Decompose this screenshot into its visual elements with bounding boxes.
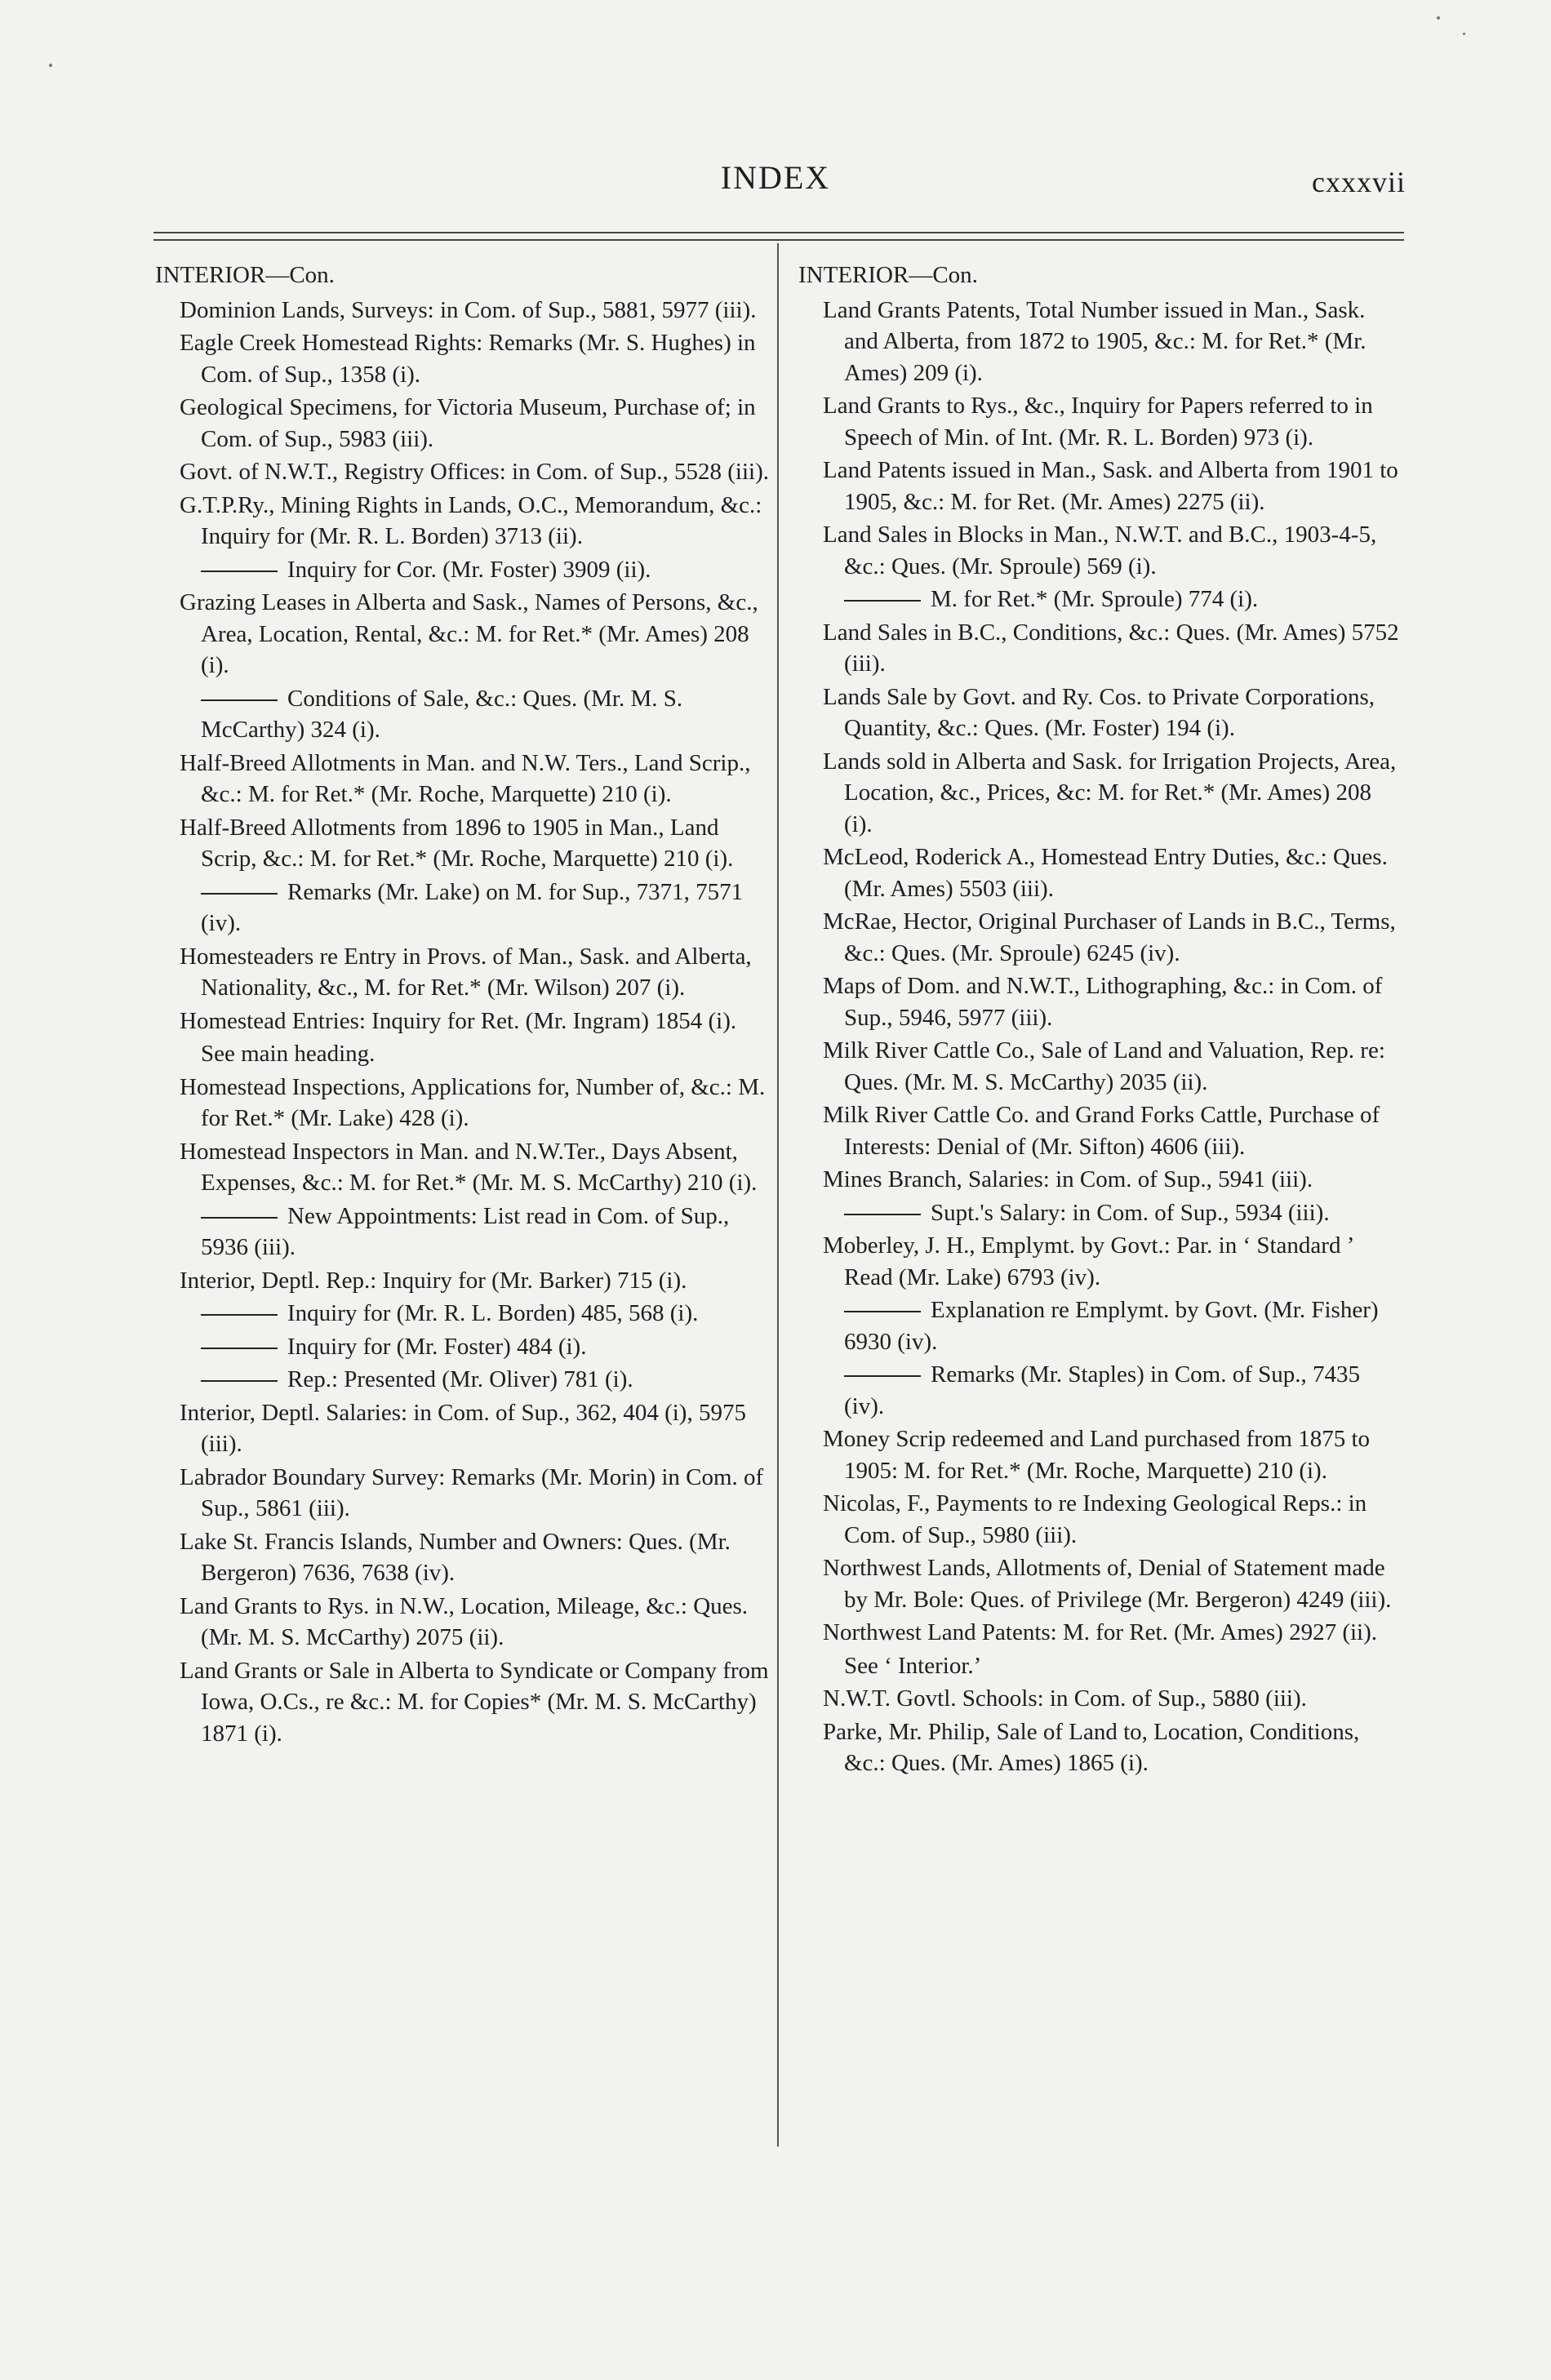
entry-text: Rep.: Presented (Mr. Oliver) 781 (i). (287, 1366, 633, 1392)
index-entry (798, 906, 1402, 969)
entry-text: Supt.'s Salary: in Com. of Sup., 5934 (iii). (931, 1199, 1330, 1226)
ditto-dash (844, 1375, 921, 1377)
index-subentry (798, 1197, 1402, 1229)
entry-text: Northwest Lands, Allotments of, Denial of Statement made by Mr. Bole: Ques. of Privilege (Mr. Bergeron) 4249 (iii). (823, 1555, 1392, 1613)
index-entry (798, 1552, 1402, 1615)
entry-text: Homestead Inspectors in Man. and N.W.Ter., Days Absent, Expenses, &c.: M. for Ret.* (Mr. M. S. McCarthy) 210 (i). (180, 1138, 758, 1196)
page-header (0, 153, 1551, 202)
entry-text: Land Grants to Rys. in N.W., Location, Mileage, &c.: Ques. (Mr. M. S. McCarthy) 2075 (ii). (180, 1592, 749, 1650)
entry-text: Land Sales in Blocks in Man., N.W.T. and B.C., 1903-4-5, &c.: Ques. (Mr. Sproule) 569 (i). (823, 522, 1377, 579)
index-entry (798, 617, 1402, 680)
entry-text: McRae, Hector, Original Purchaser of Lands in B.C., Terms, &c.: Ques. (Mr. Sproule) 6245 (iv). (823, 908, 1396, 966)
column-divider (777, 243, 779, 2147)
right-entries-list (798, 295, 1402, 1779)
entry-text: Interior, Deptl. Salaries: in Com. of Sup., 362, 404 (i), 5975 (iii). (180, 1399, 746, 1457)
entry-text: See ‘ Interior.’ (844, 1652, 982, 1679)
entry-text: Remarks (Mr. Staples) in Com. of Sup., 7435 (iv). (844, 1361, 1361, 1419)
index-subentry (798, 1359, 1402, 1422)
entry-text: Milk River Cattle Co., Sale of Land and Valuation, Rep. re: Ques. (Mr. M. S. McCarthy) 2035 (ii). (823, 1037, 1385, 1095)
ditto-dash (844, 1311, 921, 1312)
entry-text: Lake St. Francis Islands, Number and Owners: Ques. (Mr. Bergeron) 7636, 7638 (iv). (180, 1528, 731, 1586)
index-entry (798, 1099, 1402, 1162)
entry-text: Land Grants to Rys., &c., Inquiry for Papers referred to in Speech of Min. of Int. (Mr. R. L. Borden) 973 (i). (823, 393, 1373, 451)
index-entry (798, 1650, 1402, 1682)
entry-text: Remarks (Mr. Lake) on M. for Sup., 7371, 7571 (iv). (201, 878, 744, 936)
entry-text: Land Sales in B.C., Conditions, &c.: Ques. (Mr. Ames) 5752 (iii). (823, 619, 1399, 677)
entry-text: M. for Ret.* (Mr. Sproule) 774 (i). (931, 586, 1259, 612)
entry-text: Maps of Dom. and N.W.T., Lithographing, &c.: in Com. of Sup., 5946, 5977 (iii). (823, 973, 1383, 1031)
paper-speck (49, 64, 52, 67)
index-entry (155, 456, 772, 488)
index-entry (798, 970, 1402, 1033)
entry-text: Nicolas, F., Payments to re Indexing Geological Reps.: in Com. of Sup., 5980 (iii). (823, 1490, 1367, 1548)
index-subentry (798, 584, 1402, 615)
entry-text: Explanation re Emplymt. by Govt. (Mr. Fisher) 6930 (iv). (844, 1297, 1379, 1355)
page-title: INDEX (720, 159, 831, 196)
index-entry (798, 1035, 1402, 1098)
entry-text: Homestead Inspections, Applications for, Number of, &c.: M. for Ret.* (Mr. Lake) 428 (i). (180, 1073, 766, 1131)
index-entry (798, 841, 1402, 904)
entry-text: New Appointments: List read in Com. of Sup., 5936 (iii). (201, 1202, 730, 1260)
entry-text: Inquiry for (Mr. R. L. Borden) 485, 568 (i). (287, 1300, 699, 1326)
index-entry (155, 1526, 772, 1589)
index-subentry (155, 877, 772, 939)
entry-text: Homestead Entries: Inquiry for Ret. (Mr. Ingram) 1854 (i). (180, 1007, 737, 1034)
index-entry (798, 390, 1402, 453)
ditto-dash (201, 1348, 278, 1349)
left-column-heading: INTERIOR—Con. (155, 262, 335, 288)
index-subentry (798, 1294, 1402, 1357)
entry-text: Conditions of Sale, &c.: Ques. (Mr. M. S. McCarthy) 324 (i). (201, 685, 683, 743)
index-subentry (155, 554, 772, 586)
index-entry (155, 941, 772, 1004)
ditto-dash (201, 699, 278, 701)
left-entries-list (155, 295, 772, 1750)
entry-text: Milk River Cattle Co. and Grand Forks Cattle, Purchase of Interests: Denial of (Mr. Sifton) 4606 (iii). (823, 1102, 1380, 1160)
index-entry (155, 1655, 772, 1750)
index-entry (155, 327, 772, 390)
index-entry (798, 1423, 1402, 1486)
index-entry (798, 455, 1402, 517)
entry-text: Lands Sale by Govt. and Ry. Cos. to Private Corporations, Quantity, &c.: Ques. (Mr. Foster) 194 (i). (823, 683, 1375, 741)
entry-text: Eagle Creek Homestead Rights: Remarks (Mr. S. Hughes) in Com. of Sup., 1358 (i). (180, 330, 756, 388)
entry-text: Parke, Mr. Philip, Sale of Land to, Location, Conditions, &c.: Ques. (Mr. Ames) 1865 (i). (823, 1718, 1360, 1776)
entry-text: Land Grants or Sale in Alberta to Syndicate or Company from Iowa, O.Cs., re &c.: M. for Copies* (Mr. M. S. McCarthy) 1871 (i). (180, 1657, 769, 1747)
index-entry (155, 1591, 772, 1654)
entry-text: N.W.T. Govtl. Schools: in Com. of Sup., 5880 (iii). (823, 1685, 1307, 1712)
entry-text: McLeod, Roderick A., Homestead Entry Duties, &c.: Ques. (Mr. Ames) 5503 (iii). (823, 844, 1388, 902)
right-column (798, 260, 1402, 1781)
index-subentry (155, 1364, 772, 1396)
left-column (155, 260, 772, 1751)
entry-text: Money Scrip redeemed and Land purchased from 1875 to 1905: M. for Ret.* (Mr. Roche, Marquette) 210 (i). (823, 1426, 1371, 1484)
index-entry (155, 1397, 772, 1460)
entry-text: Interior, Deptl. Rep.: Inquiry for (Mr. Barker) 715 (i). (180, 1267, 687, 1294)
index-entry (798, 746, 1402, 841)
entry-text: Northwest Land Patents: M. for Ret. (Mr. Ames) 2927 (ii). (823, 1619, 1377, 1645)
index-entry (798, 1164, 1402, 1196)
entry-text: G.T.P.Ry., Mining Rights in Lands, O.C., Memorandum, &c.: Inquiry for (Mr. R. L. Borden) 3713 (ii). (180, 491, 762, 549)
right-column-heading: INTERIOR—Con. (798, 262, 978, 288)
index-subentry (155, 1201, 772, 1263)
entry-text: Govt. of N.W.T., Registry Offices: in Com. of Sup., 5528 (iii). (180, 459, 769, 485)
ditto-dash (201, 1314, 278, 1316)
entry-text: Inquiry for Cor. (Mr. Foster) 3909 (ii). (287, 556, 651, 583)
index-entry (155, 295, 772, 326)
ditto-dash (201, 1380, 278, 1382)
header-rule-top (153, 232, 1404, 233)
index-entry (155, 490, 772, 553)
index-entry (798, 1716, 1402, 1779)
entry-text: Half-Breed Allotments from 1896 to 1905 in Man., Land Scrip, &c.: M. for Ret.* (Mr. Roche, Marquette) 210 (i). (180, 814, 734, 872)
entry-text: Land Patents issued in Man., Sask. and Alberta from 1901 to 1905, &c.: M. for Ret. (Mr. Ames) 2275 (ii). (823, 457, 1398, 515)
index-entry (798, 1617, 1402, 1649)
index-subentry (155, 1298, 772, 1330)
index-entry (798, 295, 1402, 389)
index-entry (798, 682, 1402, 744)
entry-text: Moberley, J. H., Emplymt. by Govt.: Par. in ‘ Standard ’ Read (Mr. Lake) 6793 (iv). (823, 1232, 1353, 1290)
ditto-dash (844, 1214, 921, 1215)
entry-text: See main heading. (201, 1041, 376, 1067)
ditto-dash (201, 893, 278, 895)
ditto-dash (844, 600, 921, 602)
index-entry (798, 519, 1402, 582)
entry-text: Inquiry for (Mr. Foster) 484 (i). (287, 1333, 587, 1360)
index-entry (798, 1488, 1402, 1551)
entry-text: Half-Breed Allotments in Man. and N.W. Ters., Land Scrip., &c.: M. for Ret.* (Mr. Roche, Marquette) 210 (i). (180, 749, 751, 807)
header-rule-bottom (153, 239, 1404, 241)
index-entry (155, 1265, 772, 1297)
index-entry (798, 1683, 1402, 1715)
index-subentry (155, 683, 772, 746)
index-entry (155, 1038, 772, 1070)
index-entry (155, 392, 772, 455)
index-entry (155, 587, 772, 682)
index-subentry (155, 1331, 772, 1363)
ditto-dash (201, 1217, 278, 1219)
ditto-dash (201, 571, 278, 572)
index-entry (798, 1230, 1402, 1293)
entry-text: Lands sold in Alberta and Sask. for Irrigation Projects, Area, Location, &c., Prices, &c: M. for Ret.* (Mr. Ames) 208 (i). (823, 748, 1397, 837)
paper-speck (1463, 33, 1465, 35)
index-entry (155, 1072, 772, 1134)
index-entry (155, 1136, 772, 1199)
entry-text: Dominion Lands, Surveys: in Com. of Sup., 5881, 5977 (iii). (180, 296, 757, 323)
entry-text: Mines Branch, Salaries: in Com. of Sup., 5941 (iii). (823, 1166, 1313, 1192)
entry-text: Grazing Leases in Alberta and Sask., Names of Persons, &c., Area, Location, Rental, &c.: M. for Ret.* (Mr. Ames) 208 (i). (180, 589, 758, 678)
entry-text: Geological Specimens, for Victoria Museum, Purchase of; in Com. of Sup., 5983 (iii). (180, 394, 756, 452)
paper-speck (1437, 16, 1440, 20)
index-entry (155, 748, 772, 810)
entry-text: Labrador Boundary Survey: Remarks (Mr. Morin) in Com. of Sup., 5861 (iii). (180, 1463, 764, 1521)
entry-text: Homesteaders re Entry in Provs. of Man., Sask. and Alberta, Nationality, &c., M. for Ret.* (Mr. Wilson) 207 (i). (180, 943, 752, 1001)
page-number: cxxxvii (1312, 166, 1406, 198)
index-entry (155, 1462, 772, 1525)
index-entry (155, 1006, 772, 1037)
entry-text: Land Grants Patents, Total Number issued in Man., Sask. and Alberta, from 1872 to 1905, &c.: M. for Ret.* (Mr. Ames) 209 (i). (823, 296, 1367, 386)
index-entry (155, 812, 772, 875)
